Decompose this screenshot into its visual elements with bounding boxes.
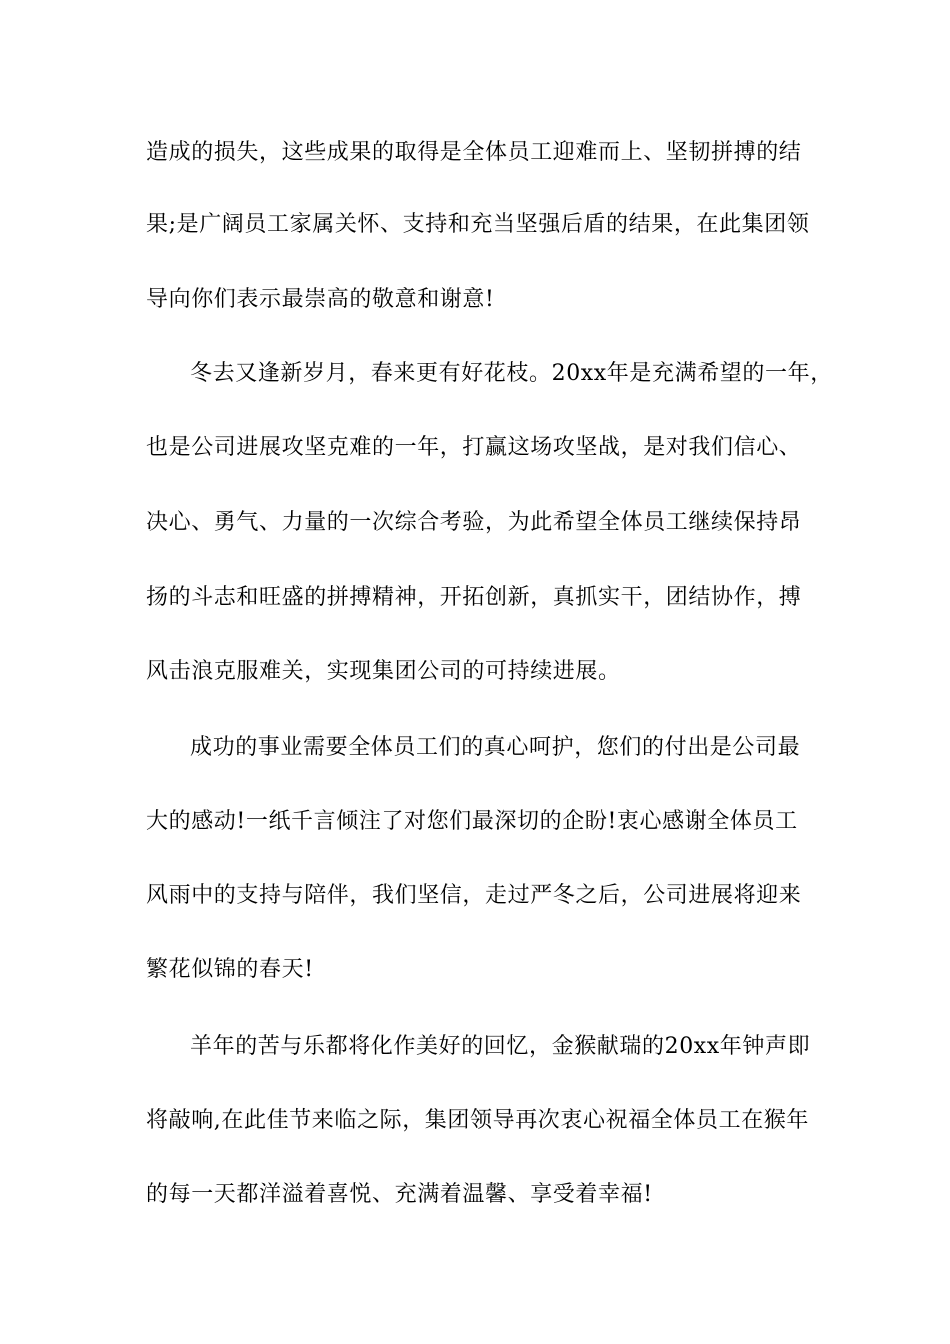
text-line: 果;是广阔员工家属关怀、支持和充当坚强后盾的结果，在此集团领 xyxy=(146,212,810,237)
text-line: 造成的损失，这些成果的取得是全体员工迎难而上、坚韧拼搏的结 xyxy=(146,140,802,165)
text-line: 决心、勇气、力量的一次综合考验，为此希望全体员工继续保持昂 xyxy=(146,510,802,535)
text-line: 的每一天都洋溢着喜悦、充满着温馨、享受着幸福! xyxy=(146,1182,653,1207)
text-line: 大的感动!一纸千言倾注了对您们最深切的企盼!衷心感谢全体员工 xyxy=(146,809,798,834)
text-line: 扬的斗志和旺盛的拼搏精神，开拓创新，真抓实干，团结协作，搏 xyxy=(146,585,802,610)
text-line: 风雨中的支持与陪伴，我们坚信，走过严冬之后，公司进展将迎来 xyxy=(146,883,802,908)
text-line: 导向你们表示最崇高的敬意和谢意! xyxy=(146,287,495,312)
text-line: 风击浪克服难关，实现集团公司的可持续进展。 xyxy=(146,659,621,684)
paragraph-start-line: 成功的事业需要全体员工们的真心呵护，您们的付出是公司最 xyxy=(190,735,801,760)
paragraph-start-line: 羊年的苦与乐都将化作美好的回忆，金猴献瑞的20xx年钟声即 xyxy=(190,1034,811,1059)
text-line: 将敲响,在此佳节来临之际，集团领导再次衷心祝福全体员工在猴年 xyxy=(146,1108,809,1133)
text-line: 繁花似锦的春天! xyxy=(146,957,314,982)
paragraph-start-line: 冬去又逢新岁月，春来更有好花枝。20xx年是充满希望的一年， xyxy=(190,361,833,386)
text-line: 也是公司进展攻坚克难的一年，打赢这场攻坚战，是对我们信心、 xyxy=(146,435,802,460)
